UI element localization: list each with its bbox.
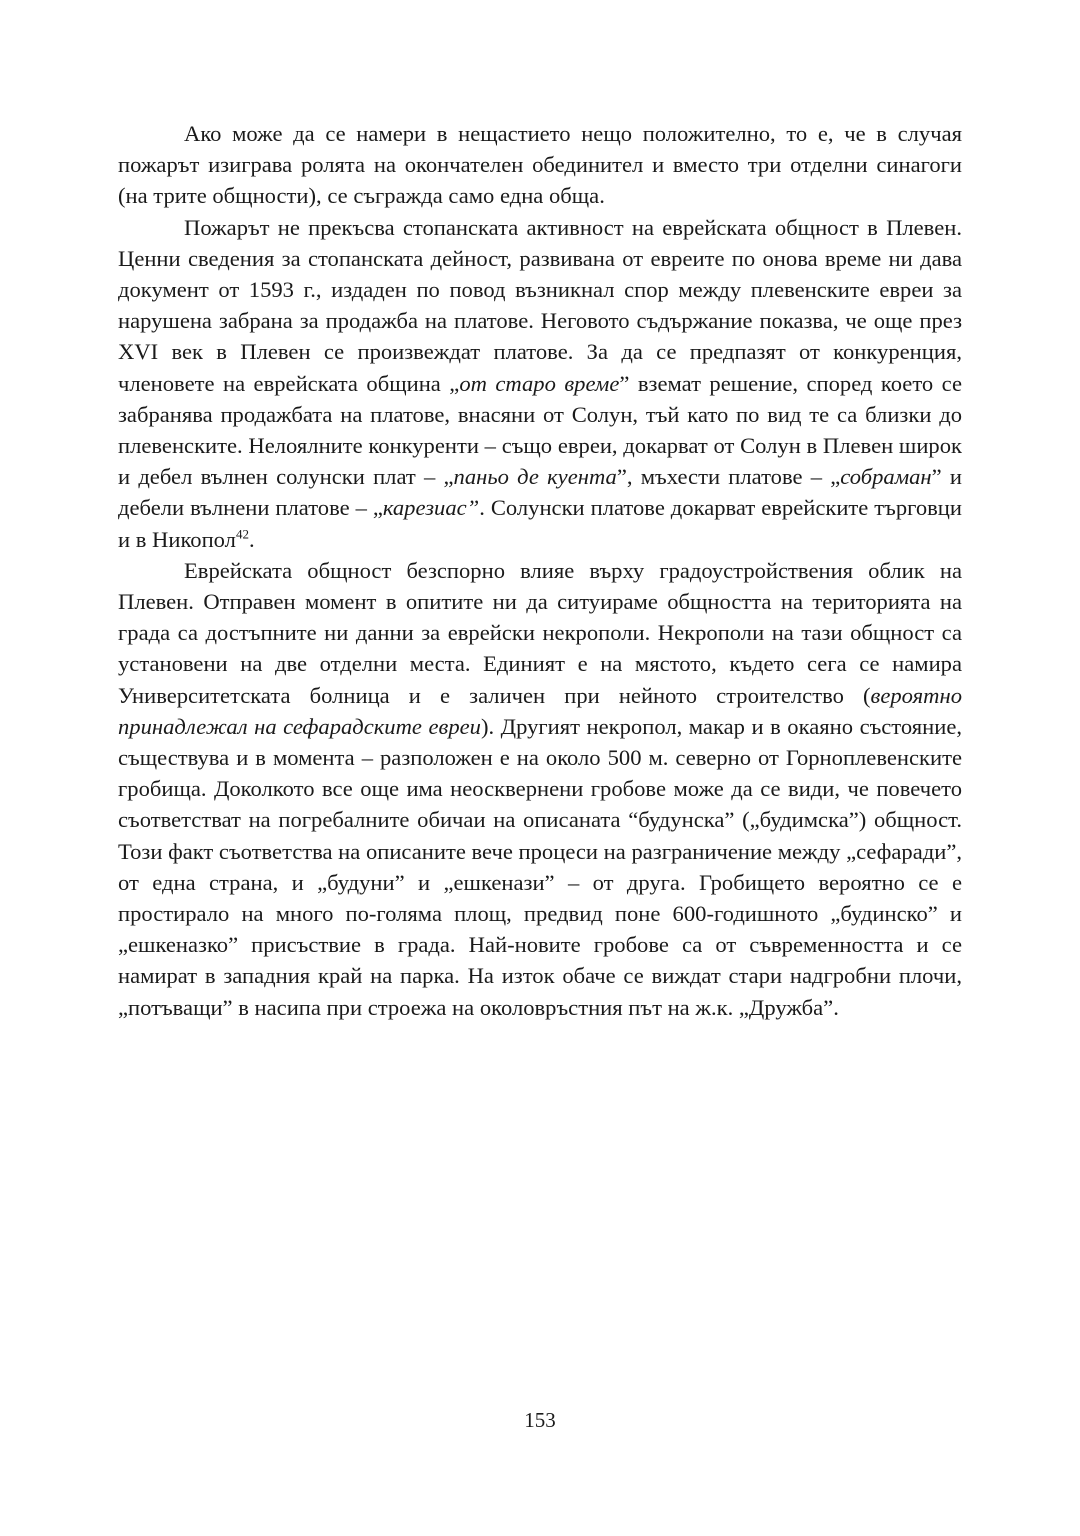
paragraph-2-text: . [248, 526, 255, 552]
paragraph-2-text: ” и дебели вълнени платове – „ [118, 464, 963, 521]
italic-term-ot-staro-vreme: от старо време [459, 370, 620, 396]
paragraph-2-text: . Солунски платове докарват еврейските търговци и в Никопол [118, 495, 962, 552]
italic-term-karezias: карезиас” [382, 495, 480, 521]
paragraph-3-text: ). Другият некропол, макар и в окаяно състояние, съществува и в момента – разположен е на около 500 м. северно от Горноплевенските гробища. Доколкото все още има неосквернени гробове може да се види, че повечето съответстват на погребалните обичаи на описаната “будунска” („будимска”) общност. Този факт съответства на описаните вече процеси на разграничение между „сефаради”, от една страна, и „будуни” и „ешкенази” – от друга. Гробището вероятно се е простирало на много по-голяма площ, предвид поне 600-годишното „будинско” и „ешкеназко” присъствие в града. Най-новите гробове са от съвременността и се намират в западния край на парка. На изток обаче се виждат стари надгробни плочи, „потъващи” в насипа при строежа на околовръстния път на ж.к. „Дружба”. [118, 713, 962, 1020]
italic-term-panyo-de-kuenta: паньо де куента [453, 464, 617, 490]
page-body [118, 118, 962, 1023]
paragraph-1 [118, 118, 962, 212]
paragraph-3 [118, 555, 962, 1023]
paragraph-2-text: ”, мъхести платове – „ [616, 464, 841, 490]
paragraph-1-text: Ако може да се намери в нещастието нещо положително, то е, че в случая пожарът изиграва ролята на окончателен обединител и вместо три отделни синагоги (на трите общности), се съгражда само една обща. [118, 121, 962, 209]
footnote-reference: 42 [235, 526, 249, 542]
paragraph-3-text: Еврейската общност безспорно влияе върху градоустройствения облик на Плевен. Отправен момент в опитите ни да ситуираме общността на територията на града са достъпните ни данни за еврейски некрополи. Некрополи на тази общност са установени на две отделни места. Единият е на мястото, където сега се намира Университетската болница и е заличен при нейното строителство ( [118, 557, 962, 708]
italic-note-sefarad: вероятно принадлежал на сефарадските евреи [118, 682, 962, 739]
italic-term-sobraman: собраман [840, 464, 932, 490]
paragraph-2-text: ” вземат решение, според което се забранява продажбата на платове, внасяни от Солун, тъй като по вид те са близки до плевенските. Нелоялните конкуренти – също евреи, докарват от Солун в Плевен широк и дебел вълнен солунски плат – „ [118, 370, 962, 490]
paragraph-2 [118, 212, 962, 555]
paragraph-2-text: Пожарът не прекъсва стопанската активност на еврейската общност в Плевен. Ценни сведения за стопанската дейност, развивана от евреите по онова време ни дава документ от 1593 г., издаден по повод възникнал спор между плевенските евреи за нарушена забрана за продажба на платове. Неговото съдържание показва, че още през XVI век в Плевен се произвеждат платове. За да се предпазят от конкуренция, членовете на еврейската община „ [118, 214, 962, 396]
page-number: 153 [524, 1408, 556, 1432]
